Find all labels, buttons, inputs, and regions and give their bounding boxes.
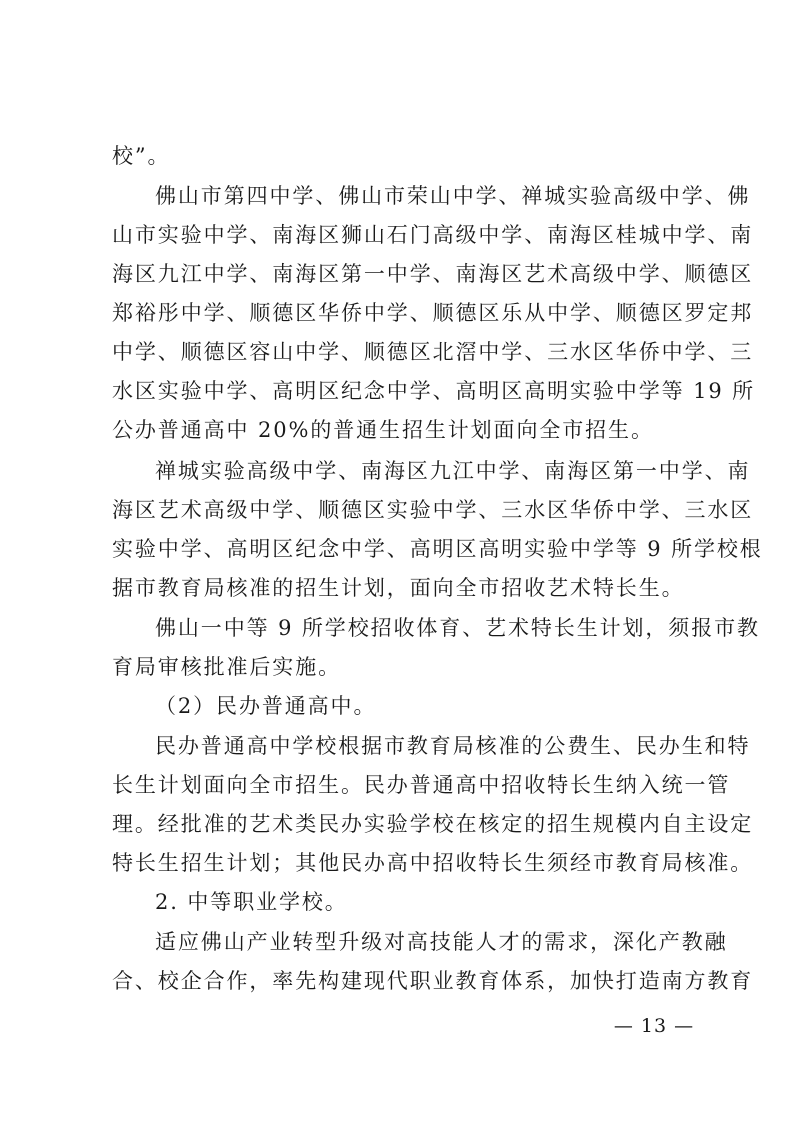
text-line: 郑裕彤中学、顺德区华侨中学、顺德区乐从中学、顺德区罗定邦: [112, 301, 754, 325]
text-line: 育局审核批准后实施。: [112, 655, 341, 679]
section-heading: （2）民办普通高中。: [155, 694, 377, 718]
text-line: 公办普通高中 20%的普通生招生计划面向全市招生。: [112, 418, 654, 442]
text-line: 据市教育局核准的招生计划，面向全市招收艺术特长生。: [112, 576, 685, 600]
text-line: 山市实验中学、南海区狮山石门高级中学、南海区桂城中学、南: [112, 223, 754, 247]
text-line: 佛山一中等 9 所学校招收体育、艺术特长生计划，须报市教: [155, 616, 760, 640]
text-line: 佛山市第四中学、佛山市荣山中学、禅城实验高级中学、佛: [155, 184, 751, 208]
text-line: 长生计划面向全市招生。民办普通高中招收特长生纳入统一管: [112, 773, 731, 797]
text-line: 禅城实验高级中学、南海区九江中学、南海区第一中学、南: [155, 459, 751, 483]
text-line: 海区九江中学、南海区第一中学、南海区艺术高级中学、顺德区: [112, 262, 754, 286]
text-line: 理。经批准的艺术类民办实验学校在核定的招生规模内自主设定: [112, 812, 754, 836]
section-heading: 2. 中等职业学校。: [155, 890, 348, 914]
text-line: 适应佛山产业转型升级对高技能人才的需求，深化产教融: [155, 930, 728, 954]
text-line: 实验中学、高明区纪念中学、高明区高明实验中学等 9 所学校根: [112, 537, 763, 561]
text-line: 校”。: [112, 144, 171, 168]
text-line: 特长生招生计划；其他民办高中招收特长生须经市教育局核准。: [112, 851, 754, 875]
text-line: 合、校企合作，率先构建现代职业教育体系，加快打造南方教育: [112, 969, 754, 993]
text-line: 中学、顺德区容山中学、顺德区北滘中学、三水区华侨中学、三: [112, 340, 754, 364]
text-line: 民办普通高中学校根据市教育局核准的公费生、民办生和特: [155, 734, 751, 758]
text-line: 海区艺术高级中学、顺德区实验中学、三水区华侨中学、三水区: [112, 498, 754, 522]
page-number: — 13 —: [613, 1015, 695, 1037]
text-line: 水区实验中学、高明区纪念中学、高明区高明实验中学等 19 所: [112, 379, 756, 403]
